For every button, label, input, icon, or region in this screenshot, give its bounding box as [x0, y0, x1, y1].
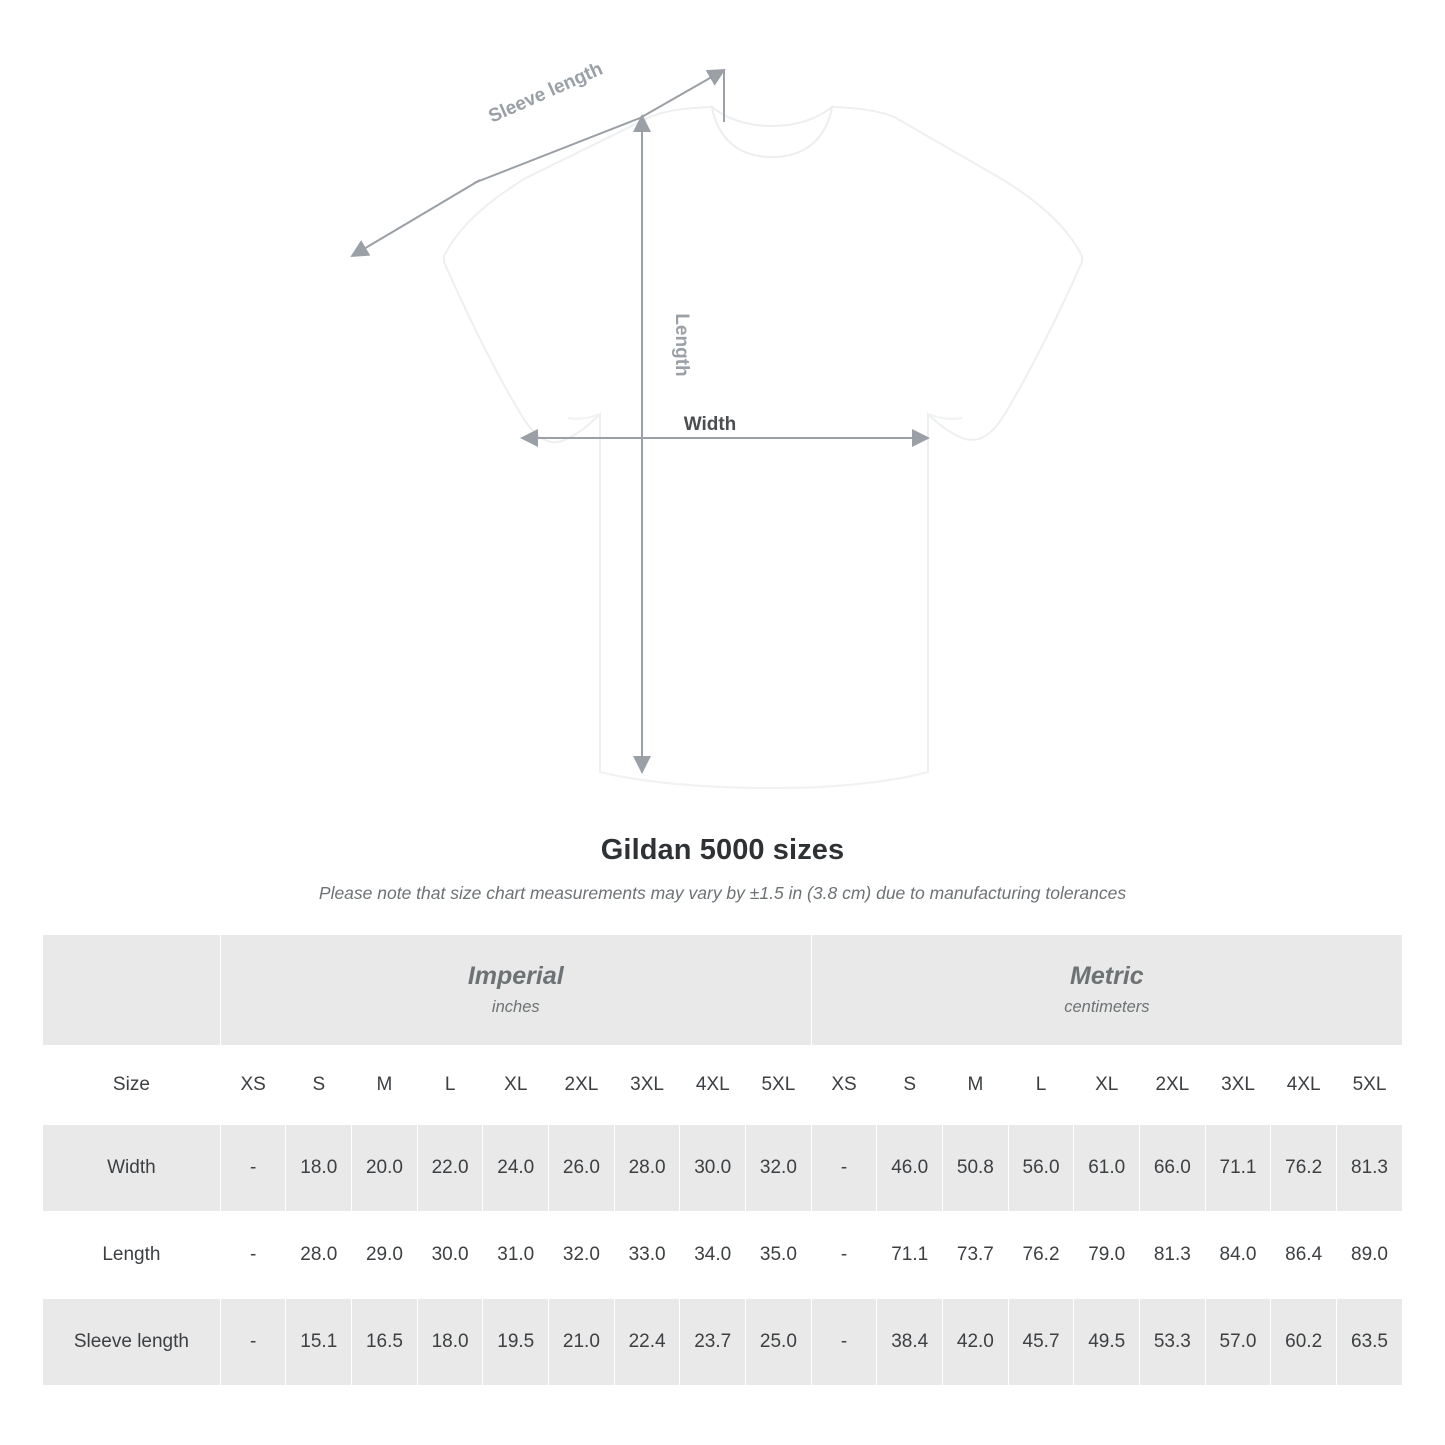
unit-header-imperial [220, 935, 811, 1046]
unit-header-spacer [43, 935, 221, 1046]
size-header-row [43, 1046, 1403, 1125]
sleeve-length-label: Sleeve length [485, 58, 606, 128]
cell-sleeve-imperial-xs: - [220, 1299, 286, 1386]
cell-width-imperial-4xl: 30.0 [680, 1125, 746, 1212]
size-header-metric-5xl: 5XL [1336, 1046, 1402, 1125]
size-header-imperial-4xl: 4XL [680, 1046, 746, 1125]
cell-length-imperial-5xl: 35.0 [746, 1212, 812, 1299]
cell-sleeve-metric-m: 42.0 [943, 1299, 1009, 1386]
cell-sleeve-imperial-l: 18.0 [417, 1299, 483, 1386]
row-label-width: Width [43, 1125, 221, 1212]
cell-length-imperial-4xl: 34.0 [680, 1212, 746, 1299]
cell-sleeve-metric-xs: - [811, 1299, 877, 1386]
size-header-metric-xl: XL [1074, 1046, 1140, 1125]
cell-sleeve-imperial-m: 16.5 [352, 1299, 418, 1386]
size-header-metric-2xl: 2XL [1140, 1046, 1206, 1125]
size-table [42, 934, 1403, 1386]
cell-length-metric-5xl: 89.0 [1336, 1212, 1402, 1299]
table-row [43, 1125, 1403, 1212]
width-label: Width [683, 414, 737, 435]
cell-width-metric-3xl: 71.1 [1205, 1125, 1271, 1212]
cell-length-imperial-m: 29.0 [352, 1212, 418, 1299]
cell-width-metric-xl: 61.0 [1074, 1125, 1140, 1212]
size-header-imperial-2xl: 2XL [549, 1046, 615, 1125]
cell-sleeve-metric-4xl: 60.2 [1271, 1299, 1337, 1386]
cell-length-metric-m: 73.7 [943, 1212, 1009, 1299]
cell-sleeve-metric-2xl: 53.3 [1140, 1299, 1206, 1386]
size-header-metric-xs: XS [811, 1046, 877, 1125]
size-header-imperial-3xl: 3XL [614, 1046, 680, 1125]
cell-width-metric-5xl: 81.3 [1336, 1125, 1402, 1212]
cell-width-imperial-xl: 24.0 [483, 1125, 549, 1212]
cell-length-imperial-l: 30.0 [417, 1212, 483, 1299]
cell-length-metric-4xl: 86.4 [1271, 1212, 1337, 1299]
cell-sleeve-metric-xl: 49.5 [1074, 1299, 1140, 1386]
size-header-imperial-s: S [286, 1046, 352, 1125]
cell-width-metric-2xl: 66.0 [1140, 1125, 1206, 1212]
unit-name-metric: Metric [1070, 962, 1144, 991]
cell-width-imperial-5xl: 32.0 [746, 1125, 812, 1212]
cell-width-imperial-3xl: 28.0 [614, 1125, 680, 1212]
row-label-sleeve-length: Sleeve length [43, 1299, 221, 1386]
cell-width-metric-l: 56.0 [1008, 1125, 1074, 1212]
cell-sleeve-imperial-xl: 19.5 [483, 1299, 549, 1386]
cell-sleeve-imperial-5xl: 25.0 [746, 1299, 812, 1386]
cell-sleeve-metric-5xl: 63.5 [1336, 1299, 1402, 1386]
cell-sleeve-metric-l: 45.7 [1008, 1299, 1074, 1386]
unit-name-imperial: Imperial [467, 962, 564, 991]
length-label: Length [671, 313, 692, 377]
size-header-imperial-5xl: 5XL [746, 1046, 812, 1125]
size-header-imperial-xs: XS [220, 1046, 286, 1125]
cell-length-metric-l: 76.2 [1008, 1212, 1074, 1299]
cell-length-imperial-2xl: 32.0 [549, 1212, 615, 1299]
cell-length-metric-xl: 79.0 [1074, 1212, 1140, 1299]
size-header-metric-3xl: 3XL [1205, 1046, 1271, 1125]
row-label-length: Length [43, 1212, 221, 1299]
unit-sub-imperial: inches [491, 997, 540, 1016]
cell-width-imperial-xs: - [220, 1125, 286, 1212]
size-header-metric-4xl: 4XL [1271, 1046, 1337, 1125]
cell-length-imperial-xl: 31.0 [483, 1212, 549, 1299]
unit-header-metric [811, 935, 1402, 1046]
cell-sleeve-imperial-2xl: 21.0 [549, 1299, 615, 1386]
cell-sleeve-imperial-4xl: 23.7 [680, 1299, 746, 1386]
cell-length-metric-xs: - [811, 1212, 877, 1299]
cell-sleeve-metric-3xl: 57.0 [1205, 1299, 1271, 1386]
cell-width-metric-4xl: 76.2 [1271, 1125, 1337, 1212]
cell-length-metric-2xl: 81.3 [1140, 1212, 1206, 1299]
size-header-metric-s: S [877, 1046, 943, 1125]
table-row [43, 1299, 1403, 1386]
cell-width-imperial-s: 18.0 [286, 1125, 352, 1212]
unit-header-row [43, 935, 1403, 1046]
unit-sub-metric: centimeters [1064, 997, 1150, 1016]
cell-width-metric-s: 46.0 [877, 1125, 943, 1212]
cell-length-imperial-s: 28.0 [286, 1212, 352, 1299]
size-header-metric-l: L [1008, 1046, 1074, 1125]
cell-width-imperial-m: 20.0 [352, 1125, 418, 1212]
cell-length-imperial-xs: - [220, 1212, 286, 1299]
table-row [43, 1212, 1403, 1299]
cell-width-imperial-l: 22.0 [417, 1125, 483, 1212]
cell-width-metric-xs: - [811, 1125, 877, 1212]
cell-width-metric-m: 50.8 [943, 1125, 1009, 1212]
size-header-imperial-xl: XL [483, 1046, 549, 1125]
size-header-imperial-m: M [352, 1046, 418, 1125]
cell-sleeve-imperial-s: 15.1 [286, 1299, 352, 1386]
cell-length-imperial-3xl: 33.0 [614, 1212, 680, 1299]
cell-sleeve-metric-s: 38.4 [877, 1299, 943, 1386]
size-table-wrap [42, 934, 1403, 1386]
cell-length-metric-s: 71.1 [877, 1212, 943, 1299]
cell-sleeve-imperial-3xl: 22.4 [614, 1299, 680, 1386]
page-title: Gildan 5000 sizes [600, 834, 845, 866]
cell-length-metric-3xl: 84.0 [1205, 1212, 1271, 1299]
size-header-label: Size [43, 1046, 221, 1125]
size-header-metric-m: M [943, 1046, 1009, 1125]
chart-heading [0, 834, 1445, 904]
size-header-imperial-l: L [417, 1046, 483, 1125]
tshirt-shape [444, 107, 1082, 788]
tolerance-note: Please note that size chart measurements may vary by ±1.5 in (3.8 cm) due to manufacturing tolerances [318, 883, 1127, 903]
cell-width-imperial-2xl: 26.0 [549, 1125, 615, 1212]
